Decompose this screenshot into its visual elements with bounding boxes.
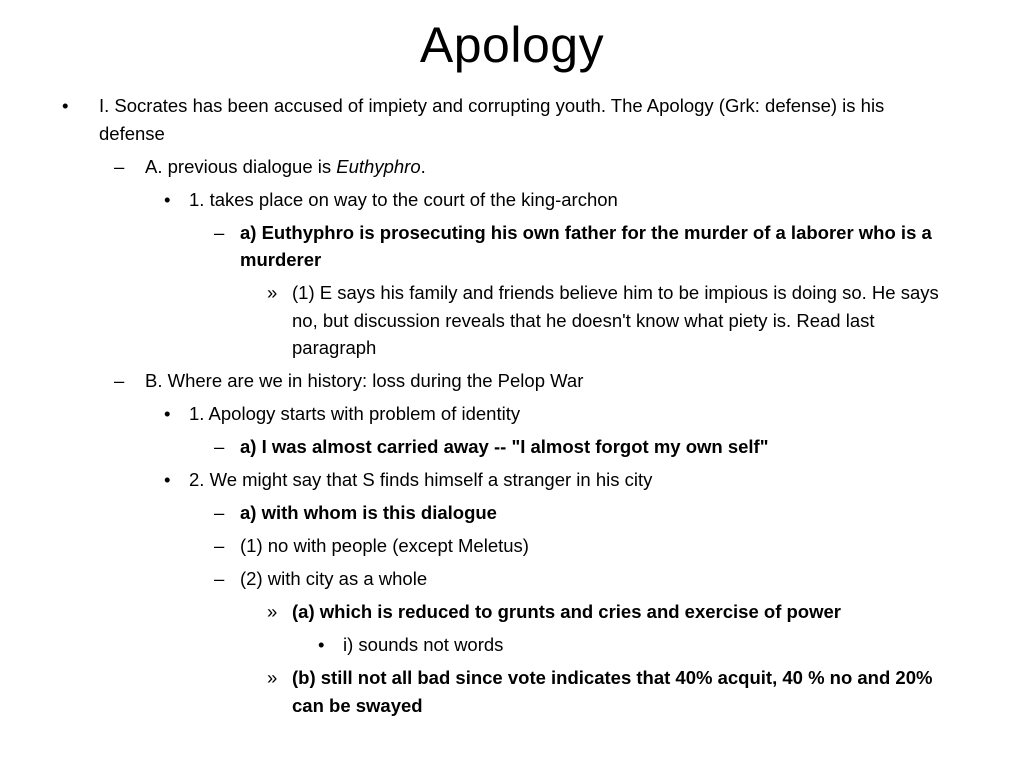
dash-marker: – bbox=[214, 502, 225, 523]
bullet-marker: • bbox=[164, 469, 171, 490]
bullet-marker: • bbox=[164, 403, 171, 424]
outline-item bbox=[0, 433, 1024, 461]
outline-item-text: a) Euthyphro is prosecuting his own father for the murder of a laborer who is a murderer bbox=[240, 221, 932, 270]
dialogue-title-italic: Euthyphro bbox=[336, 155, 421, 177]
outline-item bbox=[0, 565, 1024, 593]
outline-item-text: i) sounds not words bbox=[343, 634, 504, 655]
outline-item bbox=[0, 186, 1024, 214]
dash-marker: – bbox=[214, 436, 225, 457]
outline-item-text: (2) with city as a whole bbox=[240, 568, 428, 589]
raquo-marker: » bbox=[267, 282, 278, 303]
raquo-marker: » bbox=[267, 667, 278, 688]
bullet-marker: • bbox=[318, 634, 325, 655]
bullet-marker: • bbox=[62, 95, 69, 116]
outline-item-text: B. Where are we in history: loss during the Pelop War bbox=[145, 370, 584, 391]
outline-item bbox=[0, 219, 1024, 274]
bullet-marker: • bbox=[164, 188, 171, 210]
outline-item bbox=[0, 532, 1024, 560]
outline-item-text: a) I was almost carried away -- "I almost forgot my own self" bbox=[240, 436, 769, 457]
outline-item bbox=[0, 598, 1024, 626]
outline-item-text-part: . bbox=[420, 155, 426, 177]
outline-item bbox=[0, 664, 1024, 719]
outline-item-text: a) with whom is this dialogue bbox=[240, 502, 497, 523]
outline-item bbox=[0, 367, 1024, 395]
outline-item-text: 1. takes place on way to the court of the king-archon bbox=[189, 188, 618, 210]
outline-item-text: (1) E says his family and friends believe him to be impious is doing so. He says no, but discussion reveals that he doesn't know what piety is. Read last paragraph bbox=[292, 282, 939, 358]
dash-marker: – bbox=[114, 370, 125, 391]
dash-marker: – bbox=[214, 221, 225, 243]
dash-marker: – bbox=[214, 568, 225, 589]
dash-marker: – bbox=[214, 535, 225, 556]
outline-item bbox=[0, 499, 1024, 527]
raquo-marker: » bbox=[267, 601, 278, 622]
bullet-outline bbox=[0, 92, 1024, 725]
outline-item bbox=[0, 466, 1024, 494]
outline-item bbox=[0, 92, 1024, 147]
dash-marker: – bbox=[114, 155, 125, 177]
outline-item bbox=[0, 631, 1024, 659]
outline-item bbox=[0, 153, 1024, 181]
slide-title: Apology bbox=[419, 17, 605, 73]
outline-item bbox=[0, 400, 1024, 428]
outline-item-text-part: A. previous dialogue is bbox=[145, 155, 337, 177]
outline-item-text: (a) which is reduced to grunts and cries and exercise of power bbox=[292, 601, 841, 622]
outline-item-text: 1. Apology starts with problem of identity bbox=[189, 403, 521, 424]
outline-item-text: 2. We might say that S finds himself a stranger in his city bbox=[189, 469, 653, 490]
outline-item-text bbox=[145, 153, 954, 181]
outline-item-text: (1) no with people (except Meletus) bbox=[240, 535, 529, 556]
outline-item bbox=[0, 279, 1024, 362]
outline-item-text: I. Socrates has been accused of impiety and corrupting youth. The Apology (Grk: defense) is his defense bbox=[99, 95, 885, 144]
outline-item-text: (b) still not all bad since vote indicates that 40% acquit, 40 % no and 20% can be swayed bbox=[292, 667, 933, 716]
